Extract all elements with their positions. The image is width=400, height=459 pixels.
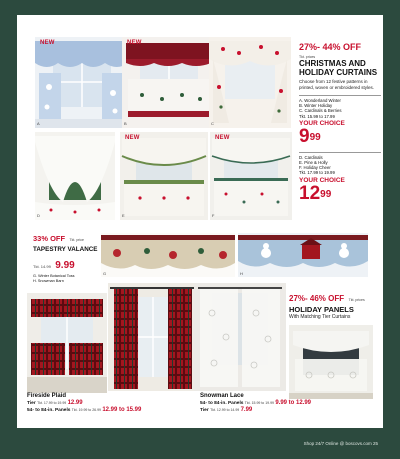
lace-panels-photo[interactable]: [194, 283, 286, 391]
price-cents: 99: [320, 188, 332, 200]
option-item: B. Winter Holiday: [299, 103, 333, 109]
curtain-c-illustration: [209, 37, 291, 128]
price-cents: 99: [309, 131, 321, 143]
lace-tier-tkt: Tkt. 12.99 to 14.99: [210, 408, 240, 412]
option-tkt: Tkt. 15.99 to 17.99: [299, 113, 335, 119]
curtain-d-illustration: [35, 132, 115, 220]
option-tkt: Tkt. 17.99 to 19.99: [299, 170, 335, 176]
lace-tier-price: 7.99: [240, 407, 253, 413]
photo-letter: F: [212, 213, 215, 218]
option-item: D. Cardinals: [299, 154, 323, 160]
choice-group-2: [299, 152, 381, 203]
plaid-title: Fireside Plaid: [27, 393, 67, 399]
choice-group-1: [299, 95, 381, 146]
option-item: E. Pine & Holly: [299, 160, 328, 166]
curtain-photo-f[interactable]: [210, 132, 292, 220]
lace-tier-label: Tier: [200, 408, 209, 413]
plaid-panels-photo[interactable]: [108, 283, 198, 391]
panels-discount: 27%- 46% OFF: [289, 294, 345, 303]
page-footer: Shop 24/7 Online @ boscovs.com 25: [303, 441, 378, 446]
option-item: F. Holiday Cheer: [299, 165, 331, 171]
valance-tkt-note: Tkt. price: [69, 238, 84, 242]
plaid-tier-photo[interactable]: [27, 293, 107, 393]
lace-title: Snowman Lace: [200, 393, 244, 399]
panels-subhead: With Matching Tier Curtains: [289, 313, 351, 320]
valance-g-illustration: [101, 233, 235, 277]
christmas-curtains-copy: [299, 37, 381, 203]
plaid-tier-label: Tier: [27, 401, 36, 406]
plaid-pricing: [27, 393, 197, 414]
curtain-a-illustration: [35, 37, 128, 128]
curtain-photo-d[interactable]: [35, 132, 115, 220]
your-choice-label: YOUR CHOICE: [299, 119, 345, 127]
discount-percent: 27%- 44% OFF: [299, 42, 362, 52]
photo-letter: A: [37, 121, 40, 126]
valance-copy: [33, 228, 103, 283]
valance-price: 9.99: [55, 260, 75, 271]
lace-pricing: [200, 393, 380, 414]
lace-panels-label: 54- to 84-in. Panels: [200, 401, 244, 406]
choice-price: [299, 127, 381, 146]
new-badge: NEW: [127, 40, 142, 46]
option-item: A. Wonderland Winter: [299, 98, 341, 103]
lace-panels-line: [200, 400, 380, 407]
curtain-f-illustration: [210, 132, 292, 220]
lace-tier-line: [200, 407, 380, 414]
valance-option: H. Snowman Barn: [33, 278, 64, 283]
curtain-b-illustration: [122, 37, 215, 128]
choice-price: [299, 184, 381, 203]
plaid-tier-price: 12.99: [67, 400, 83, 406]
plaid-panels-label: 54- to 84-in. Panels: [27, 408, 71, 413]
valance-title: TAPESTRY VALANCE: [33, 246, 98, 253]
plaid-panels-line: [27, 407, 197, 414]
photo-letter: C: [211, 121, 214, 126]
section-description: Choose from 12 festive patterns in printed, woven or embroidered styles.: [299, 79, 375, 90]
plaid-tier-tkt: Tkt. 17.99 to 19.99: [37, 401, 67, 405]
photo-letter: E: [122, 213, 125, 218]
valance-photo-h[interactable]: [238, 233, 368, 277]
photo-letter: D: [37, 213, 40, 218]
price-dollars: 9: [299, 125, 310, 147]
plaid-panels-price: 12.99 to 15.99: [102, 407, 142, 413]
lace-panels-illustration: [194, 283, 286, 391]
valance-h-illustration: [238, 233, 368, 277]
plaid-tier-illustration: [27, 293, 107, 393]
plaid-panels-illustration: [108, 283, 198, 391]
lace-tier-photo[interactable]: [289, 325, 373, 399]
valance-discount: 33% OFF: [33, 234, 66, 243]
curtain-photo-a[interactable]: [35, 37, 128, 128]
option-item: C. Cardinals & Berries: [299, 108, 342, 114]
valance-price-line: [33, 255, 103, 273]
plaid-tier-line: [27, 400, 197, 407]
new-badge: NEW: [40, 40, 55, 46]
curtain-photo-e[interactable]: [120, 132, 208, 220]
valance-option: G. Winter Botanical Toss: [33, 274, 75, 278]
lace-tier-illustration: [289, 325, 373, 399]
new-badge: NEW: [125, 135, 140, 141]
photo-letter: B: [124, 121, 127, 126]
photo-letter: H: [240, 271, 243, 276]
your-choice-label: YOUR CHOICE: [299, 176, 345, 184]
curtain-photo-b[interactable]: [122, 37, 215, 128]
holiday-panels-copy: [289, 288, 383, 320]
new-badge: NEW: [215, 135, 230, 141]
price-dollars: 12: [299, 182, 321, 204]
photo-letter: G: [103, 271, 107, 276]
section-headline: CHRISTMAS AND HOLIDAY CURTAINS: [299, 59, 378, 77]
curtain-e-illustration: [120, 132, 208, 220]
curtain-photo-c[interactable]: [209, 37, 291, 128]
catalog-page: [17, 15, 383, 428]
panels-tkt-note: Tkt. prices: [348, 298, 365, 302]
discount-line: [299, 37, 381, 55]
valance-tkt-price: Tkt. 14.99: [33, 264, 51, 269]
lace-panels-tkt: Tkt. 15.99 to 19.99: [244, 401, 274, 405]
lace-panels-price: 9.99 to 12.99: [275, 400, 312, 406]
panels-headline: HOLIDAY PANELS: [289, 305, 354, 314]
tkt-prices-note: Tkt. prices: [299, 55, 316, 59]
plaid-panels-tkt: Tkt. 19.99 to 26.99: [71, 408, 101, 412]
valance-photo-g[interactable]: [101, 233, 235, 277]
